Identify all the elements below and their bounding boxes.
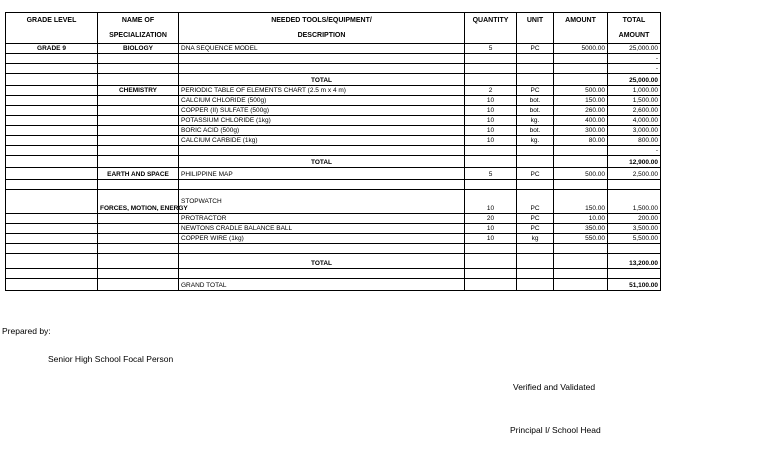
total-value: 25,000.00 [608,74,661,86]
item-amount: 300.00 [554,126,608,136]
grand-total-row [6,279,661,291]
table-row [6,234,661,244]
item-quantity: 10 [465,224,517,234]
table-row [6,116,661,126]
total-label: TOTAL [179,74,465,86]
item-unit: bot. [517,106,554,116]
item-unit: PC [517,190,554,214]
item-total: 1,500.00 [608,96,661,106]
table-row [6,106,661,116]
header-row [6,13,661,29]
prepared-by-label: Prepared by: [2,326,51,336]
grade-cell: GRADE 9 [6,44,98,54]
blank-dash: - [608,146,661,156]
item-description: CALCIUM CHLORIDE (500g) [179,96,465,106]
item-unit: bot. [517,126,554,136]
table-row [6,224,661,234]
grand-total-value: 51,100.00 [608,279,661,291]
table-row [6,214,661,224]
item-amount: 150.00 [554,96,608,106]
header-total: TOTAL [608,13,661,29]
item-amount: 500.00 [554,86,608,96]
table-row [6,136,661,146]
item-description: COPPER WIRE (1kg) [179,234,465,244]
table-row [6,96,661,106]
item-amount: 150.00 [554,190,608,214]
item-quantity: 10 [465,234,517,244]
item-total: 3,500.00 [608,224,661,234]
header-row-2 [6,28,661,44]
total-value: 12,900.00 [608,156,661,168]
principal-label: Principal I/ School Head [510,425,601,435]
table-row [6,44,661,54]
total-label: TOTAL [179,254,465,269]
specialization-chemistry: CHEMISTRY [98,86,179,96]
header-name-of: NAME OF [98,13,179,29]
verified-label: Verified and Validated [513,382,596,392]
header-quantity: QUANTITY [465,13,517,29]
item-description: DNA SEQUENCE MODEL [179,44,465,54]
item-quantity: 5 [465,168,517,180]
item-amount: 10.00 [554,214,608,224]
item-unit: PC [517,214,554,224]
total-value: 13,200.00 [608,254,661,269]
item-description: BORIC ACID (500g) [179,126,465,136]
header-unit: UNIT [517,13,554,29]
item-total: 1,000.00 [608,86,661,96]
specialization-earth-space: EARTH AND SPACE [98,168,179,180]
item-total: 800.00 [608,136,661,146]
equipment-table [5,12,661,291]
item-amount: 5000.00 [554,44,608,54]
table-row [6,244,661,254]
item-unit: bot. [517,96,554,106]
item-description: STOPWATCH [179,190,465,214]
item-quantity: 10 [465,190,517,214]
specialization-forces: FORCES, MOTION, ENERGY [98,190,179,214]
table-row [6,54,661,64]
header-grade-level: GRADE LEVEL [6,13,98,29]
item-amount: 80.00 [554,136,608,146]
item-amount: 500.00 [554,168,608,180]
item-quantity: 10 [465,106,517,116]
table-row [6,190,661,214]
item-description: CALCIUM CARBIDE (1kg) [179,136,465,146]
grand-total-label: GRAND TOTAL [179,279,465,291]
item-unit: PC [517,168,554,180]
item-description: PHILIPPINE MAP [179,168,465,180]
table-row [6,168,661,180]
item-quantity: 10 [465,126,517,136]
focal-person-label: Senior High School Focal Person [48,354,174,364]
item-description: COPPER (II) SULFATE (500g) [179,106,465,116]
item-unit: kg. [517,116,554,126]
item-amount: 400.00 [554,116,608,126]
header-description: DESCRIPTION [179,28,465,44]
table-row [6,180,661,190]
total-row [6,254,661,269]
item-unit: kg. [517,136,554,146]
total-row [6,156,661,168]
item-quantity: 10 [465,136,517,146]
item-unit: PC [517,86,554,96]
item-description: POTASSIUM CHLORIDE (1kg) [179,116,465,126]
blank-dash: - [608,54,661,64]
item-total: 2,600.00 [608,106,661,116]
item-total: 200.00 [608,214,661,224]
item-total: 3,000.00 [608,126,661,136]
table-row [6,64,661,74]
item-quantity: 5 [465,44,517,54]
table-row [6,86,661,96]
item-unit: PC [517,224,554,234]
header-total-amount: AMOUNT [608,28,661,44]
item-total: 2,500.00 [608,168,661,180]
item-total: 25,000.00 [608,44,661,54]
table-row [6,269,661,279]
table-row [6,146,661,156]
total-label: TOTAL [179,156,465,168]
item-description: PROTRACTOR [179,214,465,224]
item-total: 1,500.00 [608,190,661,214]
item-description: PERIODIC TABLE OF ELEMENTS CHART (2.5 m x 4 m) [179,86,465,96]
item-quantity: 10 [465,96,517,106]
header-specialization: SPECIALIZATION [98,28,179,44]
item-quantity: 10 [465,116,517,126]
table-row [6,126,661,136]
specialization-biology: BIOLOGY [98,44,179,54]
item-unit: PC [517,44,554,54]
item-description: NEWTONS CRADLE BALANCE BALL [179,224,465,234]
item-quantity: 2 [465,86,517,96]
item-total: 5,500.00 [608,234,661,244]
header-amount: AMOUNT [554,13,608,29]
blank-dash: - [608,64,661,74]
item-quantity: 20 [465,214,517,224]
item-amount: 350.00 [554,224,608,234]
total-row [6,74,661,86]
header-needed-tools: NEEDED TOOLS/EQUIPMENT/ [179,13,465,29]
item-amount: 260.00 [554,106,608,116]
item-total: 4,000.00 [608,116,661,126]
item-amount: 550.00 [554,234,608,244]
item-unit: kg [517,234,554,244]
